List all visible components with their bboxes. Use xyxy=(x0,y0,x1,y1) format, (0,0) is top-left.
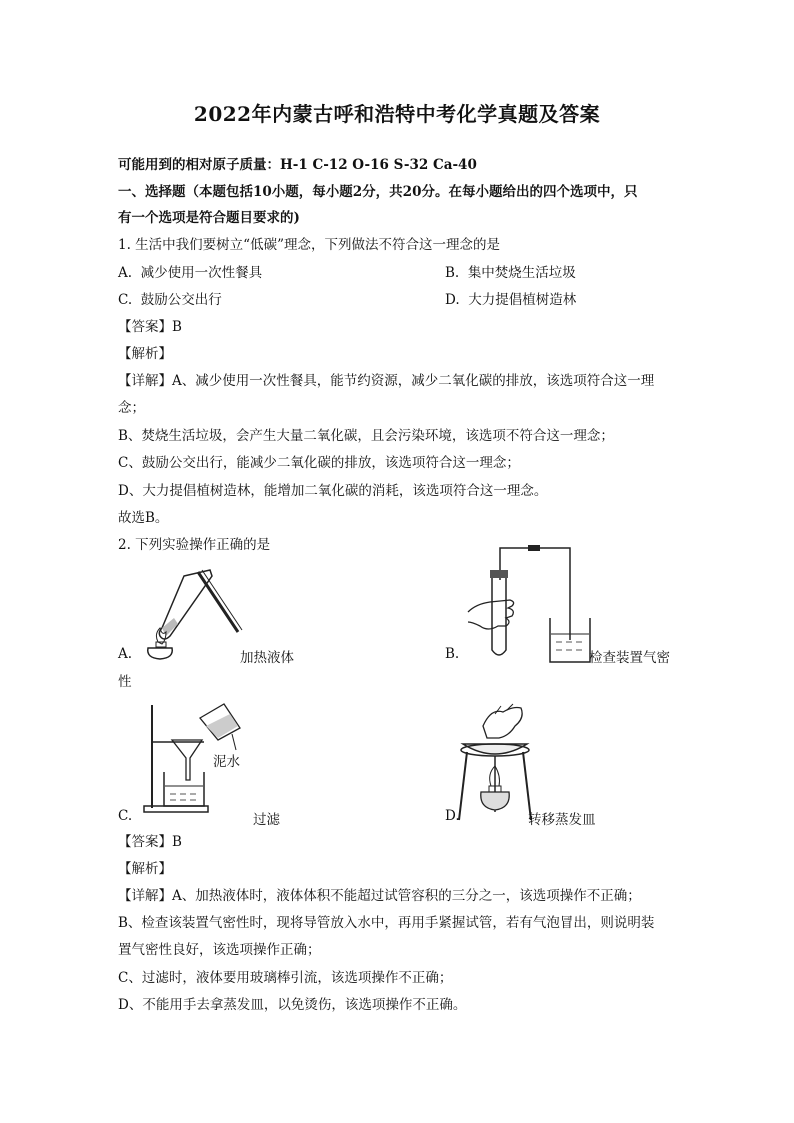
figure-heating-liquid xyxy=(140,562,250,662)
q2-b-label-cont: 性 xyxy=(118,674,132,690)
q1-option-c: C. 鼓励公交出行 xyxy=(118,292,222,308)
q1-option-a: A. 减少使用一次性餐具 xyxy=(118,265,263,281)
q1-answer: 【答案】B xyxy=(118,319,182,335)
q2-detail-c: C、过滤时，液体要用玻璃棒引流，该选项操作不正确； xyxy=(118,970,453,986)
q1-detail-a-cont: 念； xyxy=(118,400,145,416)
q1-detail-a: 【详解】A、减少使用一次性餐具，能节约资源，减少二氧化碳的排放，该选项符合这一理 xyxy=(118,373,655,389)
q2-a-label: 加热液体 xyxy=(240,650,294,666)
q2-a-letter: A. xyxy=(118,646,133,662)
q1-option-b: B. 集中焚烧生活垃圾 xyxy=(445,265,576,281)
q2-d-label: 转移蒸发皿 xyxy=(528,812,596,828)
q1-option-d: D. 大力提倡植树造林 xyxy=(445,292,577,308)
q2-c-fig-text: 泥水 xyxy=(213,754,240,770)
q1-detail-b: B、焚烧生活垃圾，会产生大量二氧化碳，且会污染环境，该选项不符合这一理念； xyxy=(118,428,614,444)
q2-c-label: 过滤 xyxy=(253,812,280,828)
q2-stem: 2. 下列实验操作正确的是 xyxy=(118,537,271,553)
q1-detail-d: D、大力提倡植树造林，能增加二氧化碳的消耗，该选项符合这一理念。 xyxy=(118,483,548,499)
q1-conclusion: 故选B。 xyxy=(118,510,169,526)
figure-check-airtightness xyxy=(462,540,592,665)
section-heading-cont: 有一个选项是符合题目要求的) xyxy=(118,210,300,226)
q2-detail-b: B、检查该装置气密性时，现将导管放入水中，再用手紧握试管，若有气泡冒出，则说明装 xyxy=(118,915,655,931)
section-heading: 一、选择题（本题包括10小题，每小题2分，共20分。在每小题给出的四个选项中，只 xyxy=(118,184,638,200)
q2-c-letter: C. xyxy=(118,808,133,824)
q2-b-letter: B. xyxy=(445,646,460,662)
page-title: 2022年内蒙古呼和浩特中考化学真题及答案 xyxy=(193,102,601,126)
q2-analysis-label: 【解析】 xyxy=(118,861,172,877)
q2-detail-b-cont: 置气密性良好，该选项操作正确； xyxy=(118,942,321,958)
q1-analysis-label: 【解析】 xyxy=(118,346,172,362)
q1-detail-c: C、鼓励公交出行，能减少二氧化碳的排放，该选项符合这一理念； xyxy=(118,455,520,471)
q2-detail-a: 【详解】A、加热液体时，液体体积不能超过试管容积的三分之一，该选项操作不正确； xyxy=(118,888,641,904)
q1-stem: 1. 生活中我们要树立“低碳”理念，下列做法不符合这一理念的是 xyxy=(118,237,500,253)
figure-evaporating-dish xyxy=(455,702,535,827)
q2-d-letter: D. xyxy=(445,808,460,824)
q2-b-label: 检查装置气密 xyxy=(589,650,670,666)
atomic-mass-line: 可能用到的相对原子质量：H-1 C-12 O-16 S-32 Ca-40 xyxy=(118,157,477,173)
q2-answer: 【答案】B xyxy=(118,834,182,850)
q2-detail-d: D、不能用手去拿蒸发皿，以免烫伤，该选项操作不正确。 xyxy=(118,997,467,1013)
